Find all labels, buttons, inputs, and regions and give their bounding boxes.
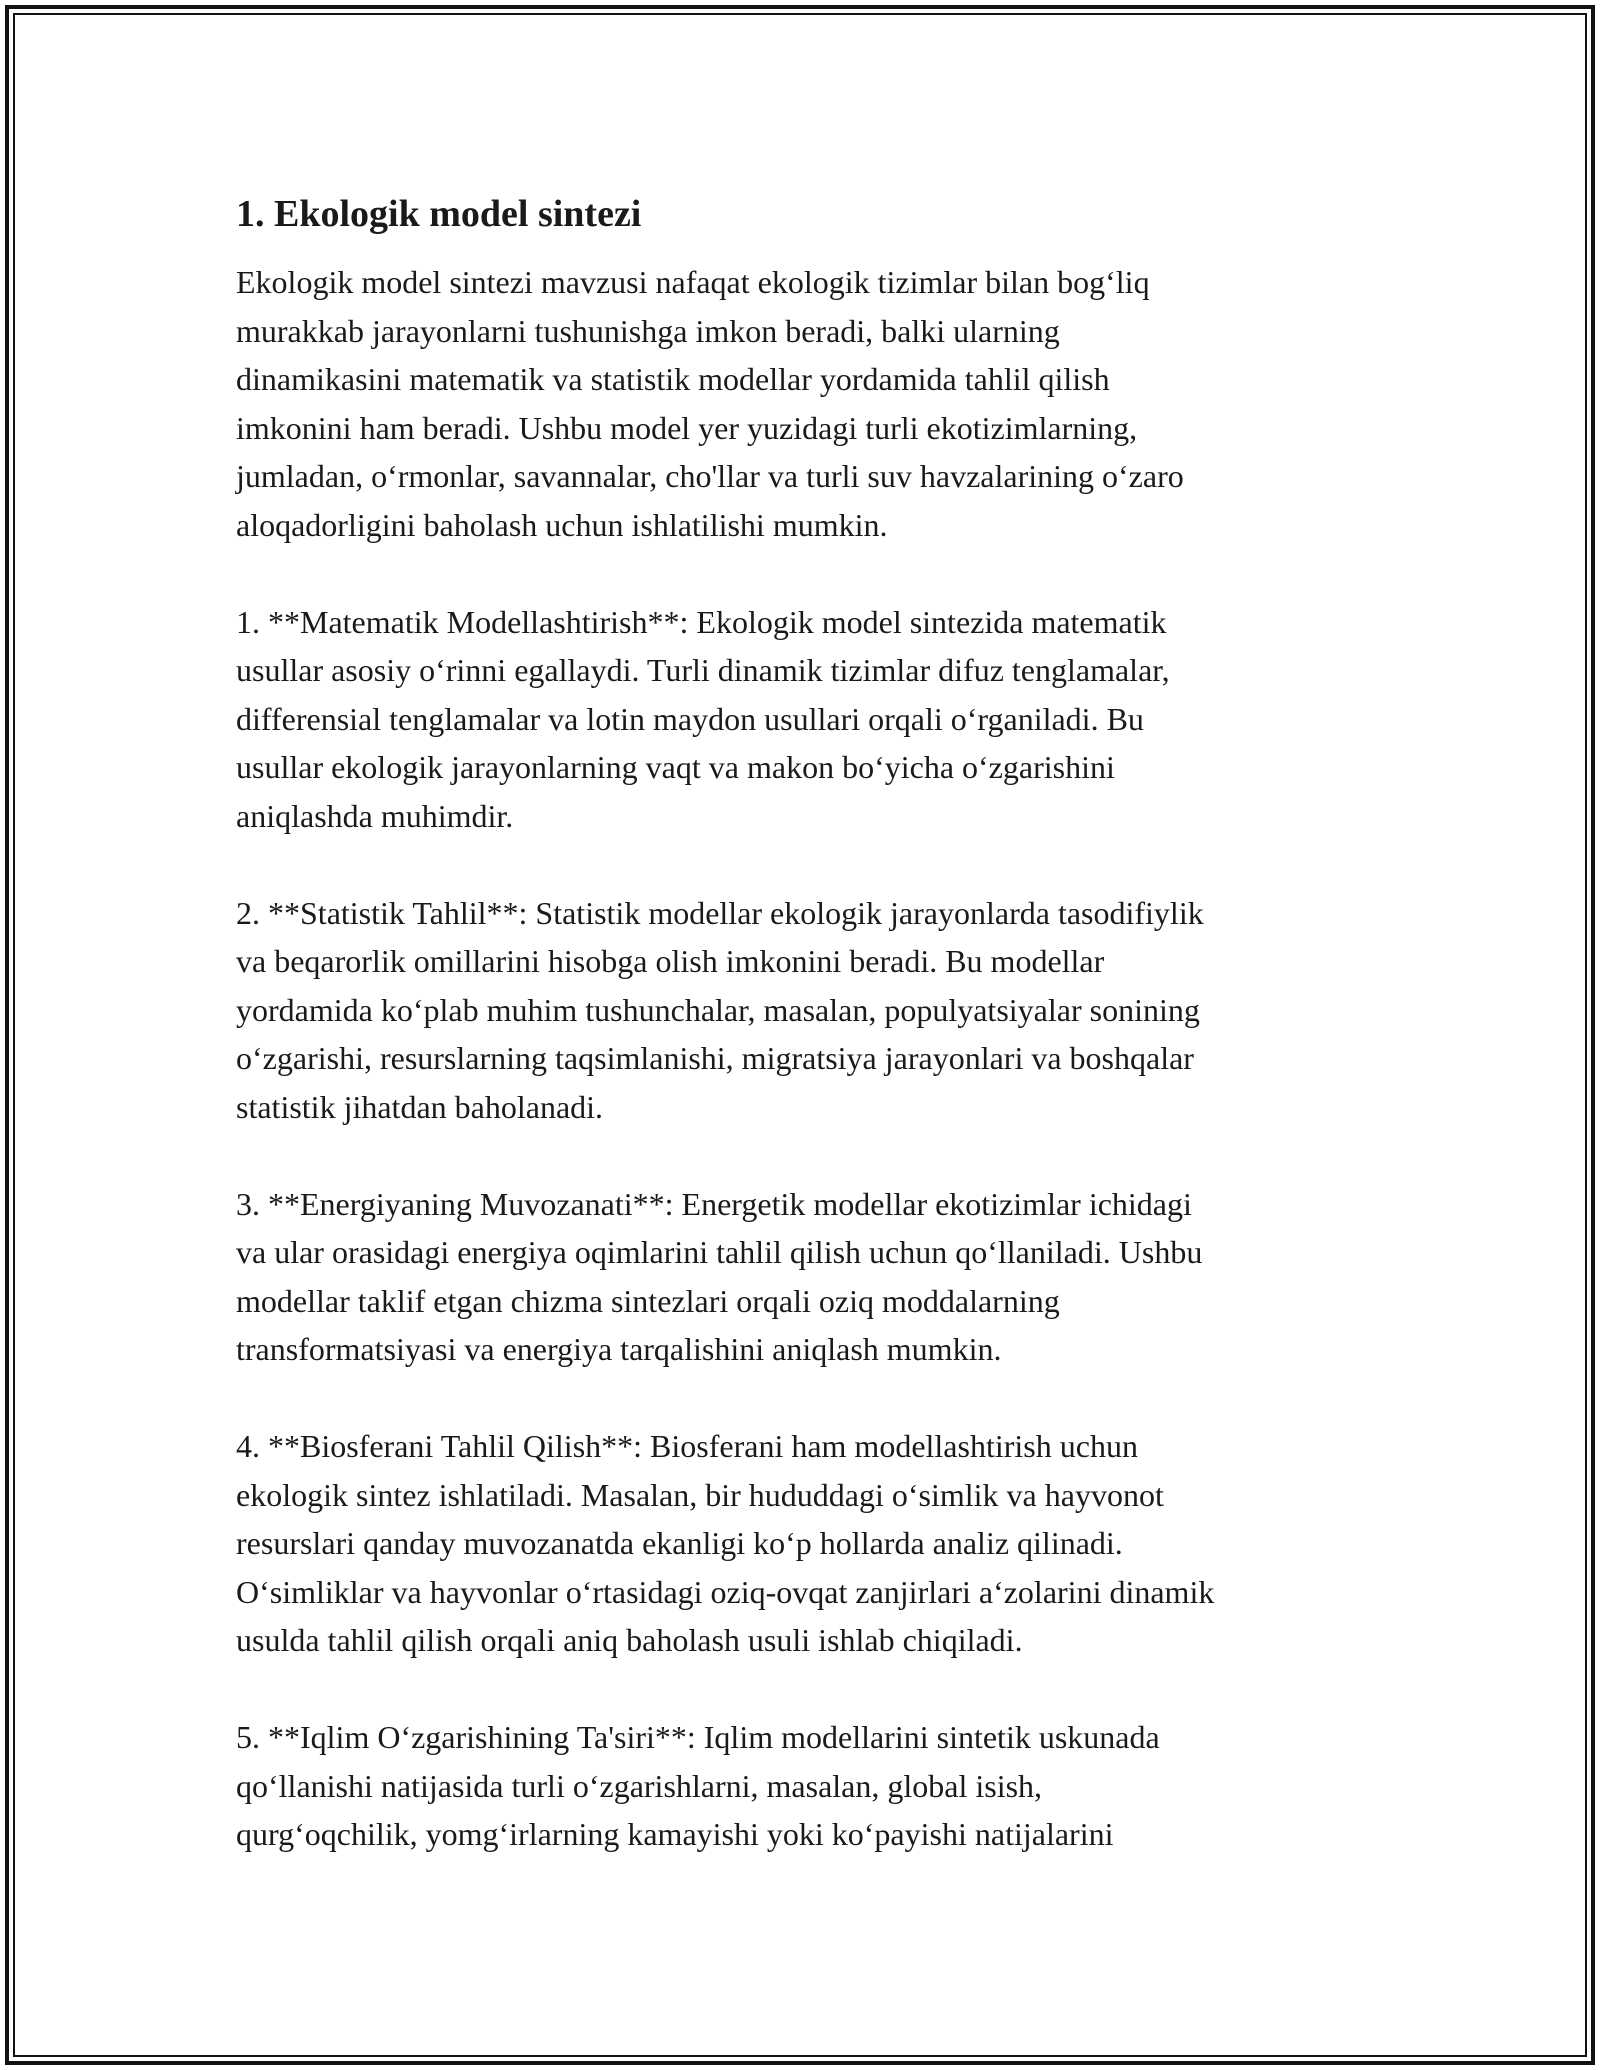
paragraph-line: qo‘llanishi natijasida turli o‘zgarishlarni, masalan, global isish,: [236, 1767, 1043, 1804]
document-title: 1. Ekologik model sintezi: [236, 193, 642, 235]
section-paragraph-statistical-analysis: [236, 889, 1376, 1132]
paragraph-line: qurg‘oqchilik, yomg‘irlarning kamayishi yoki ko‘payishi natijalarini: [236, 1816, 1114, 1852]
paragraph-line: dinamikasini matematik va statistik modellar yordamida tahlil qilish: [236, 361, 1110, 397]
section-paragraph-energy-balance: [236, 1180, 1376, 1374]
paragraph-line: resurslari qanday muvozanatda ekanligi ko‘p hollarda analiz qilinadi.: [236, 1525, 1123, 1561]
section-paragraph-climate-change: [236, 1713, 1376, 1859]
paragraph-line: imkonini ham beradi. Ushbu model yer yuzidagi turli ekotizimlarning,: [236, 409, 1138, 446]
paragraph-line: usulda tahlil qilish orqali aniq baholash usuli ishlab chiqiladi.: [236, 1622, 1023, 1658]
paragraph-line: aniqlashda muhimdir.: [236, 797, 514, 834]
intro-paragraph: [236, 258, 1376, 549]
paragraph-line: 4. **Biosferani Tahlil Qilish**: Biosferani ham modellashtirish uchun: [236, 1428, 1138, 1464]
paragraph-line: 1. **Matematik Modellashtirish**: Ekologik model sintezida matematik: [236, 603, 1167, 640]
paragraph-line: 3. **Energiyaning Muvozanati**: Energetik modellar ekotizimlar ichidagi: [236, 1185, 1192, 1222]
paragraph-line: jumladan, o‘rmonlar, savannalar, cho'llar va turli suv havzalarining o‘zaro: [236, 458, 1184, 494]
paragraph-line: usullar ekologik jarayonlarning vaqt va makon bo‘yicha o‘zgarishini: [236, 749, 1115, 785]
paragraph-line: aloqadorligini baholash uchun ishlatilishi mumkin.: [236, 506, 888, 543]
paragraph-line: va ular orasidagi energiya oqimlarini tahlil qilish uchun qo‘llaniladi. Ushbu: [236, 1234, 1203, 1270]
paragraph-line: 5. **Iqlim O‘zgarishining Ta'siri**: Iqlim modellarini sintetik uskunada: [236, 1719, 1160, 1755]
paragraph-line: murakkab jarayonlarni tushunishga imkon beradi, balki ularning: [236, 312, 1060, 349]
section-paragraph-biosphere-analysis: [236, 1422, 1376, 1665]
paragraph-line: usullar asosiy o‘rinni egallaydi. Turli dinamik tizimlar difuz tenglamalar,: [236, 652, 1170, 688]
paragraph-line: va beqarorlik omillarini hisobga olish imkonini beradi. Bu modellar: [236, 943, 1105, 979]
section-paragraph-mathematical-modelling: [236, 598, 1376, 841]
paragraph-line: 2. **Statistik Tahlil**: Statistik modellar ekologik jarayonlarda tasodifiylik: [236, 894, 1204, 931]
paragraph-line: O‘simliklar va hayvonlar o‘rtasidagi oziq-ovqat zanjirlari a‘zolarini dinamik: [236, 1573, 1215, 1610]
paragraph-line: Ekologik model sintezi mavzusi nafaqat ekologik tizimlar bilan bog‘liq: [236, 264, 1150, 300]
paragraph-line: modellar taklif etgan chizma sintezlari orqali oziq moddalarning: [236, 1282, 1060, 1319]
paragraph-line: o‘zgarishi, resurslarning taqsimlanishi, migratsiya jarayonlari va boshqalar: [236, 1040, 1194, 1076]
paragraph-line: yordamida ko‘plab muhim tushunchalar, masalan, populyatsiyalar sonining: [236, 991, 1200, 1028]
paragraph-line: statistik jihatdan baholanadi.: [236, 1088, 604, 1125]
document-page: [236, 190, 1376, 1907]
paragraph-line: differensial tenglamalar va lotin maydon usullari orqali o‘rganiladi. Bu: [236, 700, 1144, 737]
paragraph-line: ekologik sintez ishlatiladi. Masalan, bir hududdagi o‘simlik va hayvonot: [236, 1476, 1164, 1513]
paragraph-line: transformatsiyasi va energiya tarqalishini aniqlash mumkin.: [236, 1331, 1002, 1367]
